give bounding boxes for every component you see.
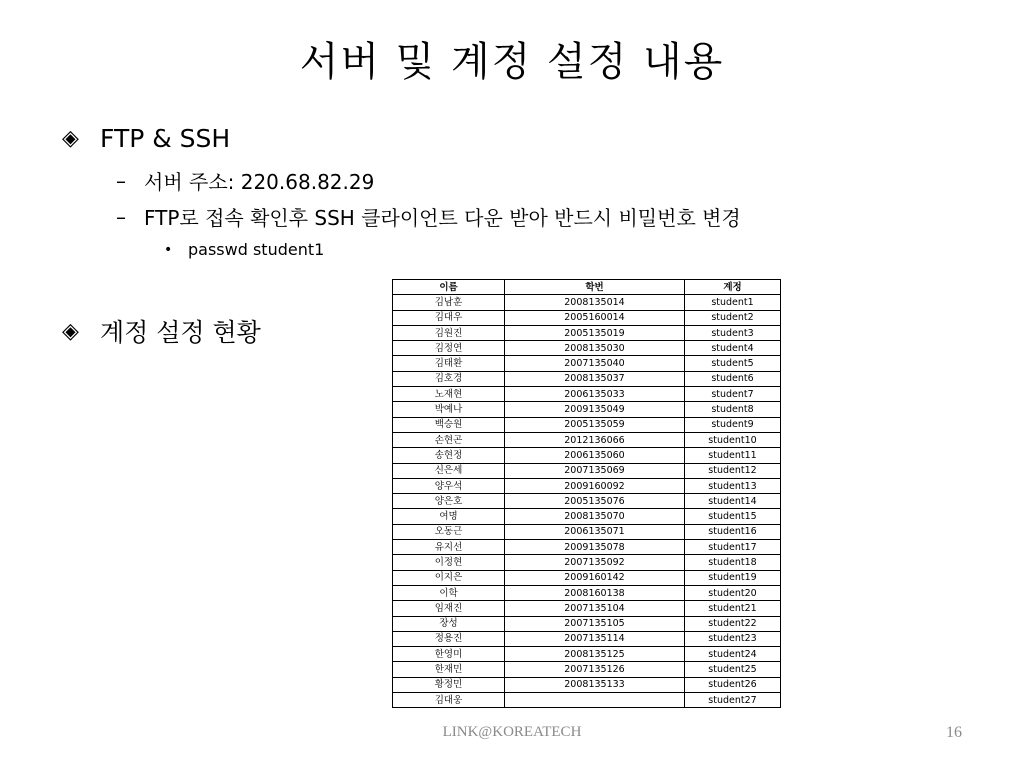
cell-name: 김대웅	[393, 693, 505, 708]
cell-student-id: 2008135133	[505, 677, 685, 692]
account-table	[392, 279, 781, 708]
bullet-text: FTP & SSH	[100, 124, 231, 153]
cell-name: 김호경	[393, 371, 505, 386]
table-row	[393, 448, 781, 463]
table-row	[393, 432, 781, 447]
cell-student-id: 2005135059	[505, 417, 685, 432]
cell-student-id	[505, 693, 685, 708]
table-row	[393, 371, 781, 386]
cell-account: student18	[685, 555, 781, 570]
slide-title: 서버 및 계정 설정 내용	[299, 39, 725, 85]
cell-student-id: 2007135069	[505, 463, 685, 478]
dash-bullet-icon: –	[116, 168, 126, 193]
cell-student-id: 2012136066	[505, 432, 685, 447]
cell-name: 송현정	[393, 448, 505, 463]
cell-name: 김정연	[393, 341, 505, 356]
cell-account: student25	[685, 662, 781, 677]
diamond-bullet-icon: ◈	[62, 126, 79, 151]
cell-student-id: 2007135092	[505, 555, 685, 570]
table-row	[393, 463, 781, 478]
cell-student-id: 2009160142	[505, 570, 685, 585]
dot-bullet-icon: •	[164, 241, 173, 258]
cell-name: 정용진	[393, 631, 505, 646]
bullet-text: 계정 설정 현황	[100, 318, 261, 347]
table-header-row	[393, 280, 781, 295]
header-name: 이름	[393, 280, 505, 295]
table-row	[393, 356, 781, 371]
cell-student-id: 2009135078	[505, 540, 685, 555]
cell-account: student16	[685, 524, 781, 539]
sub-sub-bullet-text: passwd student1	[188, 240, 325, 259]
cell-account: student14	[685, 494, 781, 509]
cell-account: student11	[685, 448, 781, 463]
cell-account: student3	[685, 325, 781, 340]
cell-name: 장성	[393, 616, 505, 631]
cell-name: 박예나	[393, 402, 505, 417]
cell-account: student17	[685, 540, 781, 555]
cell-account: student2	[685, 310, 781, 325]
sub-bullet-text: 서버 주소: 220.68.82.29	[144, 170, 375, 194]
cell-name: 양은호	[393, 494, 505, 509]
table-row	[393, 494, 781, 509]
cell-name: 김태환	[393, 356, 505, 371]
table-row	[393, 631, 781, 646]
cell-student-id: 2006135071	[505, 524, 685, 539]
cell-name: 유지선	[393, 540, 505, 555]
cell-name: 임재진	[393, 601, 505, 616]
cell-student-id: 2009160092	[505, 478, 685, 493]
table-row	[393, 647, 781, 662]
table-row	[393, 341, 781, 356]
table-row	[393, 585, 781, 600]
cell-account: student19	[685, 570, 781, 585]
cell-name: 이지은	[393, 570, 505, 585]
cell-name: 여명	[393, 509, 505, 524]
cell-account: student6	[685, 371, 781, 386]
cell-name: 이정현	[393, 555, 505, 570]
cell-student-id: 2008135014	[505, 295, 685, 310]
cell-name: 김남훈	[393, 295, 505, 310]
cell-account: student24	[685, 647, 781, 662]
cell-student-id: 2006135033	[505, 387, 685, 402]
cell-account: student13	[685, 478, 781, 493]
cell-account: student23	[685, 631, 781, 646]
cell-name: 손현곤	[393, 432, 505, 447]
cell-student-id: 2008135070	[505, 509, 685, 524]
table-row	[393, 325, 781, 340]
cell-name: 양우석	[393, 478, 505, 493]
table-row	[393, 616, 781, 631]
sub-sub-bullet-passwd	[164, 240, 324, 259]
table-row	[393, 478, 781, 493]
table-body	[393, 295, 781, 708]
table-row	[393, 417, 781, 432]
cell-account: student8	[685, 402, 781, 417]
cell-account: student10	[685, 432, 781, 447]
cell-student-id: 2005160014	[505, 310, 685, 325]
cell-student-id: 2005135076	[505, 494, 685, 509]
table-row	[393, 662, 781, 677]
cell-account: student1	[685, 295, 781, 310]
table-row	[393, 693, 781, 708]
cell-student-id: 2008160138	[505, 585, 685, 600]
cell-account: student20	[685, 585, 781, 600]
cell-name: 백승원	[393, 417, 505, 432]
cell-student-id: 2007135040	[505, 356, 685, 371]
cell-student-id: 2008135030	[505, 341, 685, 356]
cell-account: student22	[685, 616, 781, 631]
cell-name: 한영미	[393, 647, 505, 662]
cell-student-id: 2007135105	[505, 616, 685, 631]
cell-name: 황정민	[393, 677, 505, 692]
sub-bullet-ftp-instructions	[116, 202, 741, 231]
diamond-bullet-icon: ◈	[62, 318, 79, 344]
cell-name: 한재민	[393, 662, 505, 677]
cell-name: 신은세	[393, 463, 505, 478]
table-row	[393, 570, 781, 585]
cell-name: 김원진	[393, 325, 505, 340]
bullet-account-status	[62, 313, 261, 349]
table-row	[393, 387, 781, 402]
header-account: 계정	[685, 280, 781, 295]
cell-account: student5	[685, 356, 781, 371]
bullet-ftp-ssh	[62, 124, 230, 153]
table-row	[393, 555, 781, 570]
cell-student-id: 2006135060	[505, 448, 685, 463]
sub-bullet-server-address	[116, 166, 374, 195]
cell-student-id: 2009135049	[505, 402, 685, 417]
cell-student-id: 2007135104	[505, 601, 685, 616]
cell-account: student15	[685, 509, 781, 524]
cell-account: student27	[685, 693, 781, 708]
table-row	[393, 677, 781, 692]
table-row	[393, 601, 781, 616]
table-row	[393, 310, 781, 325]
cell-name: 김대우	[393, 310, 505, 325]
sub-bullet-text: FTP로 접속 확인후 SSH 클라이언트 다운 받아 반드시 비밀번호 변경	[144, 206, 741, 230]
cell-account: student21	[685, 601, 781, 616]
cell-account: student4	[685, 341, 781, 356]
table-row	[393, 540, 781, 555]
cell-account: student7	[685, 387, 781, 402]
table-row	[393, 509, 781, 524]
cell-account: student9	[685, 417, 781, 432]
cell-student-id: 2007135114	[505, 631, 685, 646]
cell-account: student26	[685, 677, 781, 692]
cell-student-id: 2008135037	[505, 371, 685, 386]
table-row	[393, 295, 781, 310]
cell-student-id: 2005135019	[505, 325, 685, 340]
page-number: 16	[946, 724, 962, 741]
dash-bullet-icon: –	[116, 204, 126, 229]
table-row	[393, 402, 781, 417]
cell-student-id: 2007135126	[505, 662, 685, 677]
cell-account: student12	[685, 463, 781, 478]
cell-name: 오동근	[393, 524, 505, 539]
header-student-id: 학번	[505, 280, 685, 295]
cell-name: 이학	[393, 585, 505, 600]
table-row	[393, 524, 781, 539]
footer-text: LINK@KOREATECH	[442, 724, 582, 740]
cell-student-id: 2008135125	[505, 647, 685, 662]
cell-name: 노재현	[393, 387, 505, 402]
